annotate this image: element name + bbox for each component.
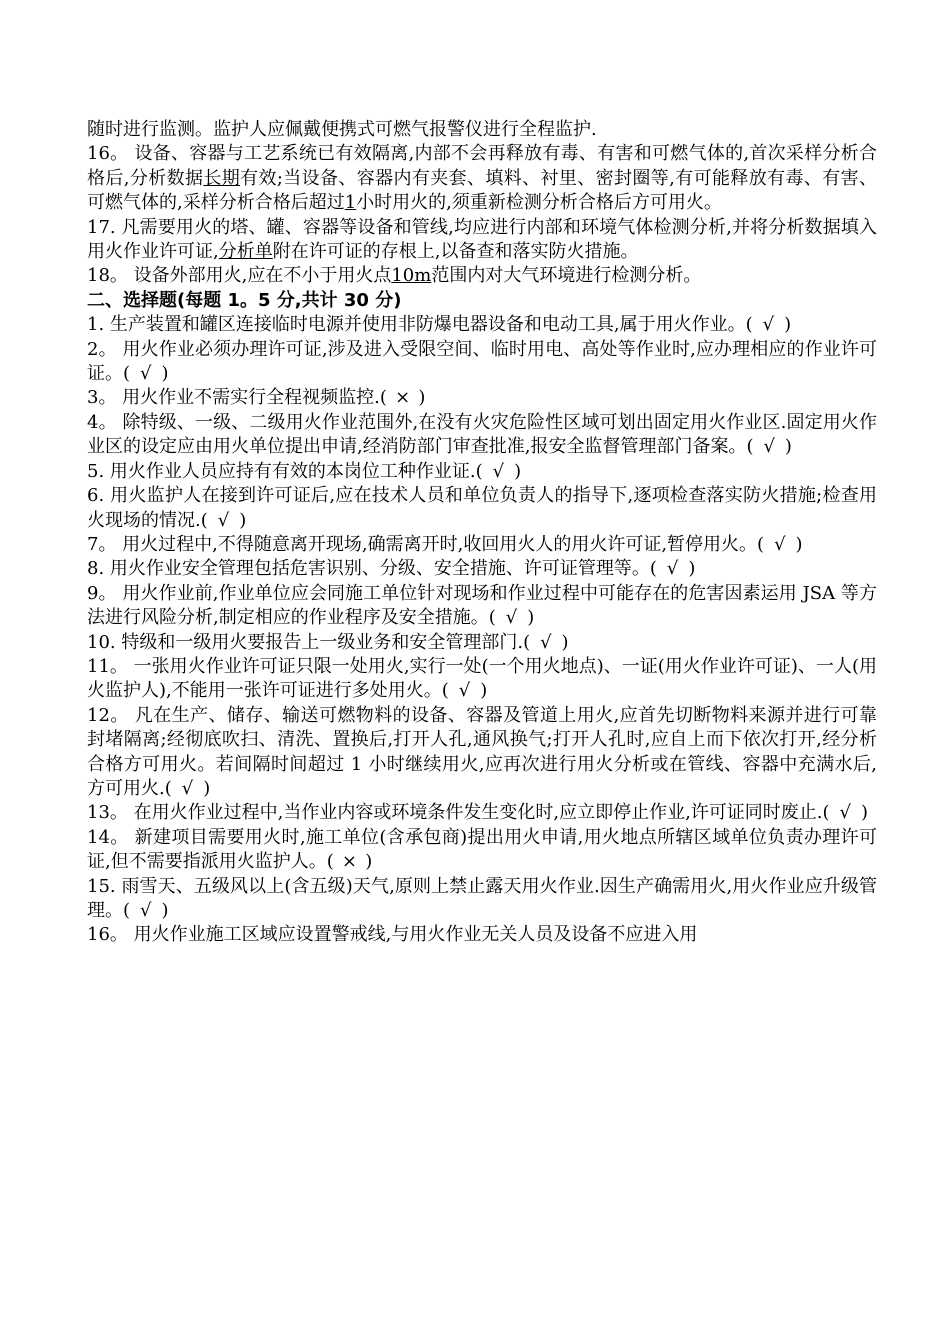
answer-mark: √ [762,314,775,336]
text: ) [359,851,373,873]
underlined-answer: 分析单 [218,241,273,263]
text: 17. 凡需要用火的塔、罐、容器等设备和管线,均应进行内部和环境气体检测分析,并将分析数据填入用火作业许可证, [87,216,877,263]
question-text: 10. 特级和一级用火要报告上一级业务和安全管理部门.( [87,631,536,653]
text: ) [778,314,792,336]
text: ) [508,460,522,482]
text: 有效;当设备、容器内有夹套、填料、衬里、密封圈等,有可能释放有毒、有害、可燃气体的,采样分析合格后超过 [87,167,877,214]
answer-mark: √ [140,363,152,385]
question-10 [87,631,877,655]
paragraph-monitoring [87,118,877,142]
underlined-answer: 10m [391,265,432,287]
answer-mark: √ [540,631,552,653]
question-text: 9。 用火作业前,作业单位应会同施工单位针对现场和作业过程中可能存在的危害因素运用 JSA 等方法进行风险分析,制定相应的作业程序及安全措施。( [87,582,877,629]
text: ) [474,680,488,702]
question-text: 1. 生产装置和罐区连接临时电源并使用非防爆电器设备和电动工具,属于用火作业。( [87,314,759,336]
question-text: 14。 新建项目需要用火时,施工单位(含承包商)提出用火申请,用火地点所辖区域单位负责办理许可证,但不需要指派用火监护人。( [87,826,877,873]
answer-mark: × [341,851,358,873]
answer-mark: √ [458,680,471,702]
answer-mark: √ [492,460,505,482]
paragraph-18-external [87,264,877,288]
answer-mark: √ [140,900,152,921]
question-12 [87,704,877,802]
heading-text: 二、选择题(每题 1。5 分,共计 30 分) [87,289,402,311]
answer-mark: × [395,387,411,409]
underlined-answer: 1 [344,192,357,214]
text: 随时进行监测。监护人应佩戴便携式可燃气报警仪进行全程监护. [87,119,597,140]
text: 16。 设备、容器与工艺系统已有效隔离,内部不会再释放有毒、有害和可燃气体的,首次采样分析合格后,分析数据 [87,143,877,189]
question-text: 13。 在用火作业过程中,当作业内容或环境条件发生变化时,应立即停止作业,许可证同时废止.( [87,802,836,824]
text: ) [412,387,426,409]
text: ) [521,607,535,629]
answer-mark: √ [839,802,851,824]
question-text: 3。 用火作业不需实行全程视频监控.( [87,387,393,409]
question-5 [87,460,877,484]
text: ) [555,631,569,653]
question-15 [87,875,877,924]
question-text: 6. 用火监护人在接到许可证后,应在技术人员和单位负责人的指导下,逐项检查落实防火措施;检查用火现场的情况.( [87,485,877,531]
question-3 [87,386,877,410]
text: 18。 设备外部用火,应在不小于用火点 [87,265,392,287]
question-text: 5. 用火作业人员应持有有效的本岗位工种作业证.( [87,460,489,482]
paragraph-17-analysis [87,216,877,265]
question-text: 16。 用火作业施工区域应设置警戒线,与用火作业无关人员及设备不应进入用 [87,924,698,946]
answer-mark: √ [763,436,775,458]
question-text: 8. 用火作业安全管理包括危害识别、分级、安全措施、许可证管理等。( [87,558,663,580]
question-7 [87,533,877,557]
section-heading-choice [87,289,877,313]
text: 小时用火的,须重新检测分析合格后方可用火。 [356,192,722,214]
question-16 [87,923,877,947]
question-14 [87,826,877,875]
question-text: 11。 一张用火作业许可证只限一处用火,实行一处(一个用火地点)、一证(用火作业许可证)、一人(用火监护人),不能用一张许可证进行多处用火。( [87,655,877,702]
text: ) [155,363,169,385]
text: ) [155,900,169,921]
question-text: 4。 除特级、一级、二级用火作业范围外,在没有火灾危险性区域可划出固定用火作业区.固定用火作业区的设定应由用火单位提出申请,经消防部门审查批准,报安全监督管理部门备案。( [87,411,877,458]
question-text: 12。 凡在生产、储存、输送可燃物料的设备、容器及管道上用火,应首先切断物料来源并进行可靠封堵隔离;经彻底吹扫、清洗、置换后,打开人孔,通风换气;打开人孔时,应自上而下依次打开,经分析合格方可用火。若间隔时间超过 1 小时继续用火,应再次进行用火分析或在管线、容器中充满水后,方可用火.( [87,704,877,799]
question-text: 7。 用火过程中,不得随意离开现场,确需离开时,收回用火人的用火许可证,暂停用火。( [87,533,770,555]
text: ) [779,436,792,458]
question-11 [87,655,877,704]
answer-mark: √ [774,533,786,555]
text: 附在许可证的存根上,以备查和落实防火措施。 [272,241,639,263]
question-1 [87,313,877,337]
text: 范围内对大气环境进行检测分析。 [431,265,702,287]
underlined-answer: 长期 [203,167,241,189]
question-4 [87,411,877,460]
paragraph-16-sampling [87,142,877,215]
text: ) [855,802,869,824]
answer-mark: √ [666,558,679,580]
text: ) [682,558,696,580]
text: ) [789,533,803,555]
text: ) [233,509,247,531]
question-9 [87,582,877,631]
answer-mark: √ [217,509,230,531]
question-6 [87,484,877,533]
question-8 [87,557,877,581]
answer-mark: √ [181,777,194,799]
question-text: 15. 雨雪天、五级风以上(含五级)天气,原则上禁止露天用火作业.因生产确需用火,用火作业应升级管理。( [87,875,877,921]
text: ) [197,777,211,799]
question-text: 2。 用火作业必须办理许可证,涉及进入受限空间、临时用电、高处等作业时,应办理相应的作业许可证。( [87,338,877,385]
question-2 [87,338,877,387]
answer-mark: √ [505,607,518,629]
question-13 [87,801,877,825]
document-page [87,118,877,948]
